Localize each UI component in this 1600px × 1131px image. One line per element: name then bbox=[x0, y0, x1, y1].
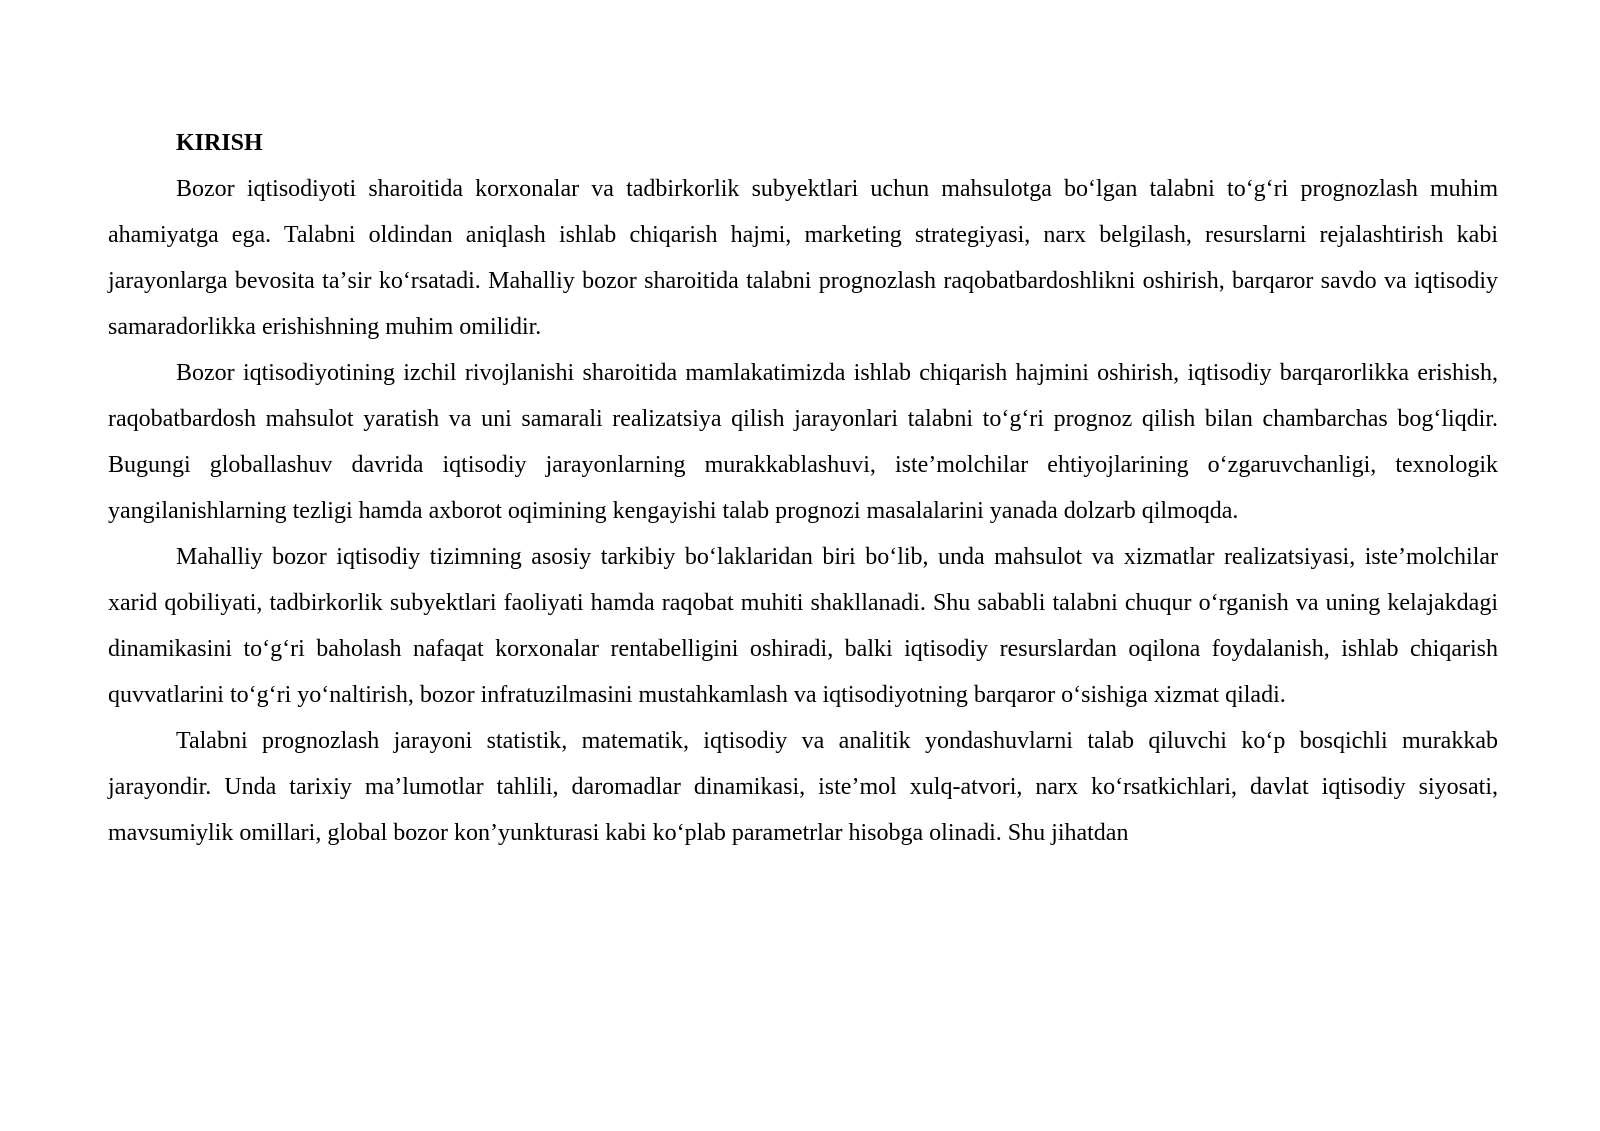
paragraph-3: Mahalliy bozor iqtisodiy tizimning asosiy tarkibiy boʻlaklaridan biri boʻlib, unda mahsulot va xizmatlar realizatsiyasi, isteʼmolchilar xarid qobiliyati, tadbirkorlik subyektlari faoliyati hamda raqobat muhiti shakllanadi. Shu sababli talabni chuqur oʻrganish va uning kelajakdagi dinamikasini toʻgʻri baholash nafaqat korxonalar rentabelligini oshiradi, balki iqtisodiy resurslardan oqilona foydalanish, ishlab chiqarish quvvatlarini toʻgʻri yoʻnaltirish, bozor infratuzilmasini mustahkamlash va iqtisodiyotning barqaror oʻsishiga xizmat qiladi. bbox=[108, 544, 1498, 708]
paragraph-1: Bozor iqtisodiyoti sharoitida korxonalar va tadbirkorlik subyektlari uchun mahsulotga boʻlgan talabni toʻgʻri prognozlash muhim ahamiyatga ega. Talabni oldindan aniqlash ishlab chiqarish hajmi, marketing strategiyasi, narx belgilash, resurslarni rejalashtirish kabi jarayonlarga bevosita taʼsir koʻrsatadi. Mahalliy bozor sharoitida talabni prognozlash raqobatbardoshlikni oshirish, barqaror savdo va iqtisodiy samaradorlikka erishishning muhim omilidir. bbox=[108, 176, 1498, 340]
paragraph-4: Talabni prognozlash jarayoni statistik, matematik, iqtisodiy va analitik yondashuvlarni talab qiluvchi koʻp bosqichli murakkab jarayondir. Unda tarixiy maʼlumotlar tahlili, daromadlar dinamikasi, isteʼmol xulq-atvori, narx koʻrsatkichlari, davlat iqtisodiy siyosati, mavsumiylik omillari, global bozor konʼyunkturasi kabi koʻplab parametrlar hisobga olinadi. Shu jihatdan bbox=[108, 728, 1498, 846]
paragraph-2: Bozor iqtisodiyotining izchil rivojlanishi sharoitida mamlakatimizda ishlab chiqarish hajmini oshirish, iqtisodiy barqarorlikka erishish, raqobatbardosh mahsulot yaratish va uni samarali realizatsiya qilish jarayonlari talabni toʻgʻri prognoz qilish bilan chambarchas bogʻliqdir. Bugungi globallashuv davrida iqtisodiy jarayonlarning murakkablashuvi, isteʼmolchilar ehtiyojlarining oʻzgaruvchanligi, texnologik yangilanishlarning tezligi hamda axborot oqimining kengayishi talab prognozi masalalarini yanada dolzarb qilmoqda. bbox=[108, 360, 1498, 524]
section-heading: KIRISH bbox=[176, 130, 263, 156]
document-page bbox=[108, 120, 1498, 856]
